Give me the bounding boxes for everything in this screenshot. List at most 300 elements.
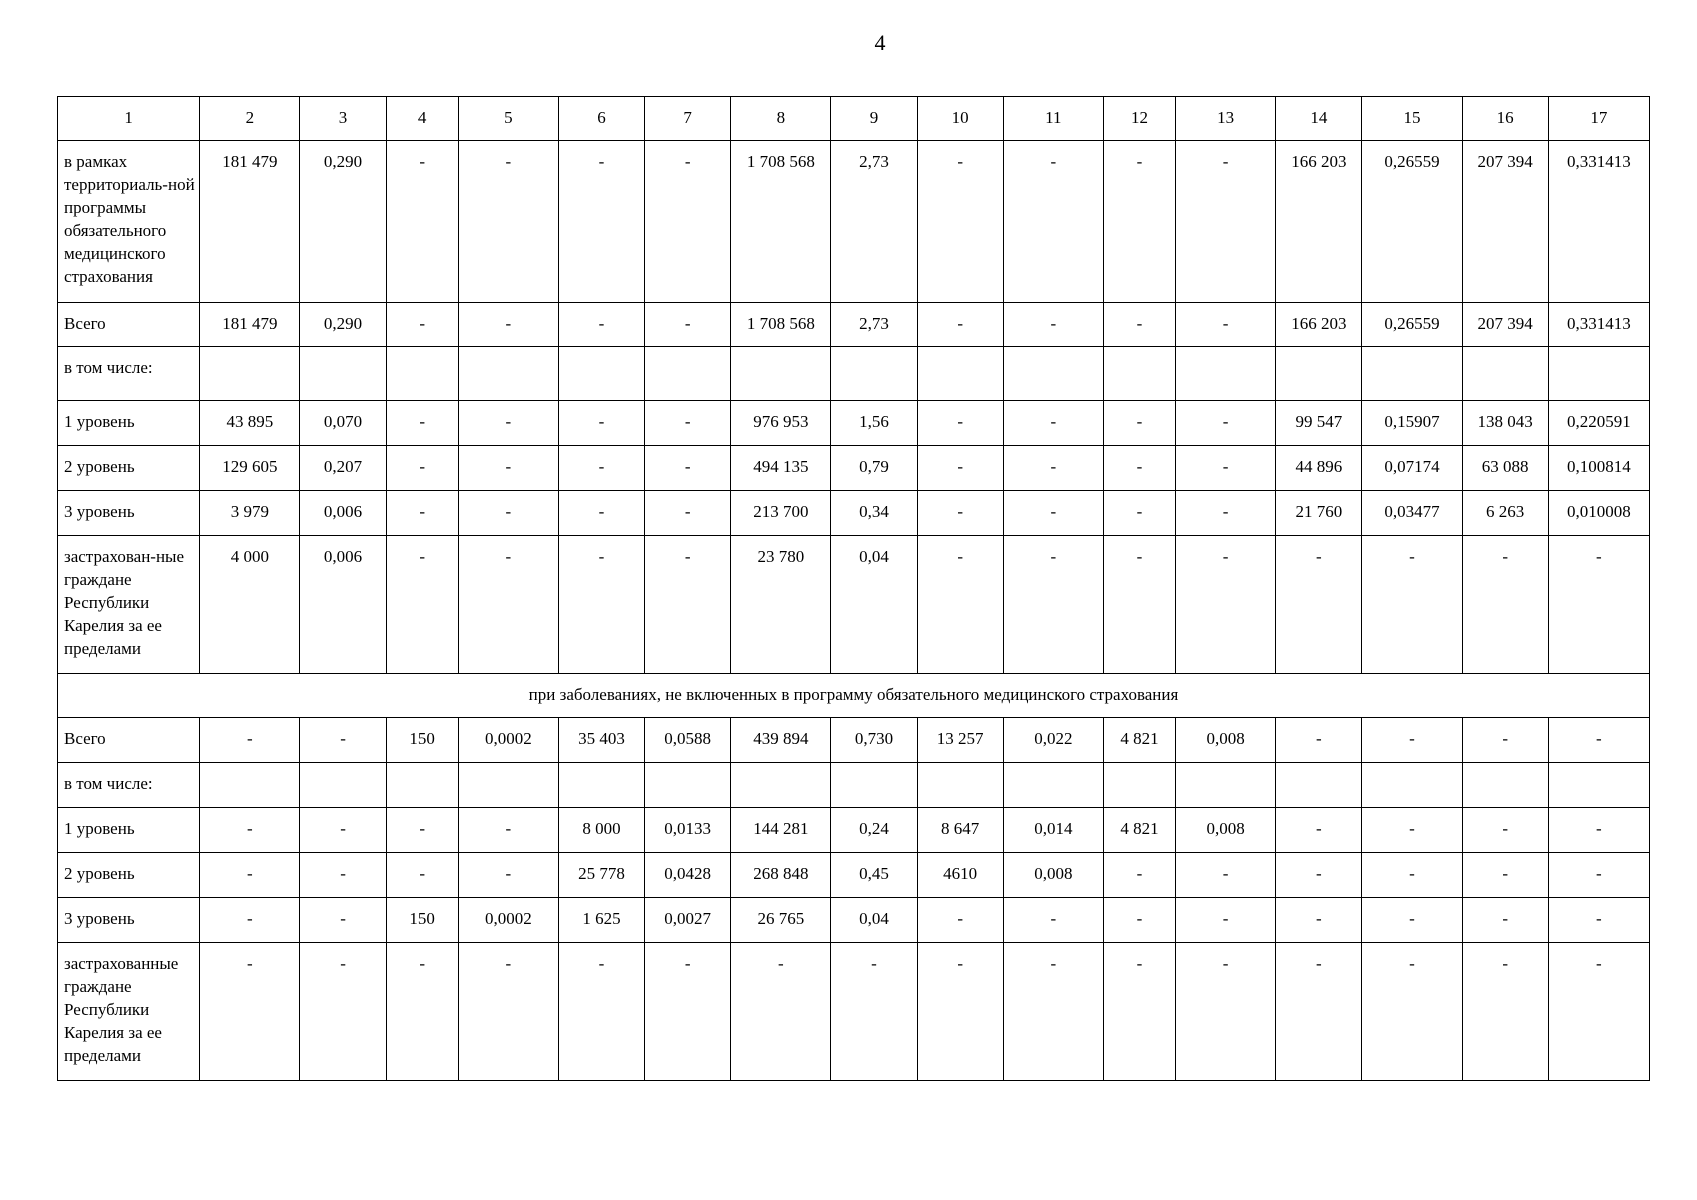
- table-cell-text: [559, 763, 644, 772]
- table-cell: [300, 491, 386, 536]
- table-cell-text: -: [1502, 864, 1508, 883]
- table-cell: [558, 141, 644, 303]
- table-cell: [458, 401, 558, 446]
- table-cell-text: 63 088: [1481, 457, 1529, 476]
- table-cell-text: -: [505, 864, 512, 883]
- table-cell-text: [459, 347, 558, 356]
- table-cell-text: 0,0002: [484, 729, 532, 748]
- table-cell-text: [300, 763, 385, 772]
- table-cell: [731, 808, 831, 853]
- table-cell-text: 0,006: [323, 502, 363, 521]
- table-cell-text: -: [247, 864, 253, 883]
- column-header-12: [1103, 97, 1175, 141]
- table-cell: [1548, 853, 1649, 898]
- table-cell-text: -: [957, 502, 963, 521]
- table-cell-text: 26 765: [757, 909, 805, 928]
- table-row: [58, 347, 1650, 401]
- table-cell-text: 0,26559: [1384, 152, 1440, 171]
- table-cell: [1176, 536, 1276, 674]
- table-cell-text: -: [871, 954, 877, 973]
- table-cell-text: -: [957, 457, 963, 476]
- column-header-3-text: 3: [338, 108, 348, 127]
- table-cell-text: -: [1136, 412, 1143, 431]
- table-cell-text: [459, 763, 558, 772]
- table-cell-text: 439 894: [753, 729, 809, 748]
- table-cell-text: [1004, 347, 1103, 356]
- table-cell-text: -: [1222, 864, 1229, 883]
- table-cell: [1462, 808, 1548, 853]
- table-cell-text: [1176, 763, 1275, 772]
- table-cell: [731, 446, 831, 491]
- column-header-10: [917, 97, 1003, 141]
- table-row: [58, 808, 1650, 853]
- row-label: [58, 401, 200, 446]
- table-cell: [1003, 401, 1103, 446]
- column-header-16: [1462, 97, 1548, 141]
- table-cell: [1103, 491, 1175, 536]
- table-cell: [458, 303, 558, 347]
- table-cell: [1176, 401, 1276, 446]
- table-cell: [731, 853, 831, 898]
- table-cell-text: -: [1502, 547, 1508, 566]
- table-cell: [831, 141, 917, 303]
- table-cell: [200, 536, 300, 674]
- table-cell: [558, 536, 644, 674]
- table-cell: [645, 943, 731, 1081]
- table-cell-text: -: [419, 314, 425, 333]
- table-cell: [645, 536, 731, 674]
- table-cell: [1276, 943, 1362, 1081]
- table-cell: [458, 141, 558, 303]
- table-cell-text: -: [340, 909, 346, 928]
- column-header-4: [386, 97, 458, 141]
- table-cell: [1276, 536, 1362, 674]
- table-cell-text: -: [1222, 152, 1229, 171]
- table-cell-text: -: [598, 457, 605, 476]
- table-cell-text: -: [598, 314, 605, 333]
- table-cell: [1462, 943, 1548, 1081]
- table-cell-text: -: [1136, 502, 1143, 521]
- table-cell-text: 0,014: [1034, 819, 1073, 838]
- table-cell-text: -: [1050, 954, 1057, 973]
- table-cell: [1276, 898, 1362, 943]
- table-cell: [1362, 853, 1462, 898]
- row-label: [58, 303, 200, 347]
- table-cell-text: -: [505, 457, 512, 476]
- table-cell-text: 129 605: [222, 457, 278, 476]
- table-cell-text: 1 625: [582, 909, 621, 928]
- table-cell-text: [559, 347, 644, 356]
- table-cell: [1362, 943, 1462, 1081]
- table-cell: [1362, 763, 1462, 808]
- row-label-text: 1 уровень: [64, 412, 135, 431]
- table-cell: [1276, 347, 1362, 401]
- table-cell: [1103, 536, 1175, 674]
- table-cell: [731, 943, 831, 1081]
- table-cell-text: -: [419, 819, 425, 838]
- table-cell-text: -: [1502, 819, 1508, 838]
- table-cell: [1362, 303, 1462, 347]
- table-cell-text: 0,100814: [1566, 457, 1631, 476]
- table-cell: [1103, 943, 1175, 1081]
- data-table-container: [57, 96, 1650, 1081]
- table-cell-text: 1 708 568: [746, 152, 815, 171]
- table-cell-text: 25 778: [578, 864, 625, 883]
- table-cell: [1103, 718, 1175, 763]
- table-cell-text: [1362, 763, 1461, 772]
- row-label: [58, 853, 200, 898]
- table-cell-text: -: [1222, 412, 1229, 431]
- table-cell: [558, 347, 644, 401]
- column-header-2-text: 2: [245, 108, 255, 127]
- table-cell: [1103, 853, 1175, 898]
- table-cell-text: [1176, 347, 1275, 356]
- section-heading-text: при заболеваниях, не включенных в программу обязательного медицинского страхования: [528, 685, 1179, 704]
- table-cell: [386, 347, 458, 401]
- table-row: [58, 536, 1650, 674]
- table-cell: [731, 898, 831, 943]
- table-cell: [831, 347, 917, 401]
- table-cell: [1176, 141, 1276, 303]
- table-cell-text: -: [1136, 909, 1143, 928]
- table-cell: [1462, 536, 1548, 674]
- table-cell-text: -: [247, 954, 253, 973]
- table-cell: [386, 718, 458, 763]
- table-cell: [1003, 898, 1103, 943]
- table-cell: [1276, 401, 1362, 446]
- table-row: [58, 853, 1650, 898]
- table-cell: [200, 491, 300, 536]
- column-header-6: [558, 97, 644, 141]
- table-cell: [1003, 536, 1103, 674]
- table-cell-text: -: [1315, 729, 1322, 748]
- table-cell: [1548, 898, 1649, 943]
- table-cell: [386, 763, 458, 808]
- table-cell-text: -: [1502, 909, 1508, 928]
- table-cell: [831, 898, 917, 943]
- table-cell-text: 0,34: [859, 502, 889, 521]
- table-cell: [1548, 446, 1649, 491]
- table-cell: [1276, 718, 1362, 763]
- table-cell-text: -: [419, 152, 425, 171]
- table-cell-text: 4 000: [230, 547, 269, 566]
- table-cell-text: -: [1315, 909, 1322, 928]
- table-cell-text: [918, 347, 1003, 356]
- statistics-table: [57, 96, 1650, 1081]
- table-cell: [645, 763, 731, 808]
- column-header-14-text: 14: [1310, 108, 1328, 127]
- table-cell: [917, 303, 1003, 347]
- table-cell: [1276, 763, 1362, 808]
- table-cell-text: [831, 763, 916, 772]
- table-cell: [831, 536, 917, 674]
- table-cell: [558, 446, 644, 491]
- table-cell: [1462, 446, 1548, 491]
- table-cell-text: -: [598, 412, 605, 431]
- table-cell-text: -: [505, 954, 512, 973]
- table-cell: [1103, 347, 1175, 401]
- table-cell: [1176, 898, 1276, 943]
- table-cell: [1362, 491, 1462, 536]
- column-header-15: [1362, 97, 1462, 141]
- table-cell-text: 0,022: [1034, 729, 1073, 748]
- table-cell: [558, 401, 644, 446]
- table-cell: [558, 718, 644, 763]
- table-cell-text: -: [1050, 152, 1057, 171]
- table-cell: [831, 446, 917, 491]
- table-cell: [1176, 347, 1276, 401]
- table-cell: [1548, 303, 1649, 347]
- table-cell: [1003, 491, 1103, 536]
- table-cell-text: 207 394: [1477, 152, 1533, 171]
- table-cell-text: 0,03477: [1384, 502, 1440, 521]
- column-header-10-text: 10: [951, 108, 969, 127]
- column-header-5: [458, 97, 558, 141]
- table-cell-text: -: [1136, 547, 1143, 566]
- table-cell: [1103, 141, 1175, 303]
- table-cell: [1462, 347, 1548, 401]
- table-cell-text: -: [1136, 314, 1143, 333]
- table-cell-text: 0,730: [854, 729, 894, 748]
- column-header-3: [300, 97, 386, 141]
- table-cell-text: 0,207: [323, 457, 363, 476]
- table-cell: [1003, 446, 1103, 491]
- column-header-15-text: 15: [1403, 108, 1421, 127]
- table-cell-text: 2,73: [859, 152, 889, 171]
- table-cell-text: 0,45: [859, 864, 889, 883]
- table-cell: [1003, 943, 1103, 1081]
- table-cell: [731, 718, 831, 763]
- table-cell: [1362, 446, 1462, 491]
- table-cell-text: 0,008: [1034, 864, 1073, 883]
- column-header-14: [1276, 97, 1362, 141]
- row-label: [58, 763, 200, 808]
- table-cell: [1103, 446, 1175, 491]
- table-cell: [645, 303, 731, 347]
- table-cell-text: -: [340, 729, 346, 748]
- table-row: [58, 943, 1650, 1081]
- table-cell-text: -: [1050, 412, 1057, 431]
- table-cell-text: 207 394: [1477, 314, 1533, 333]
- column-header-17: [1548, 97, 1649, 141]
- row-label: [58, 446, 200, 491]
- table-cell: [917, 491, 1003, 536]
- page-number: 4: [874, 30, 886, 55]
- table-row: [58, 401, 1650, 446]
- table-cell: [1003, 808, 1103, 853]
- table-cell-text: [387, 347, 458, 356]
- table-cell: [558, 491, 644, 536]
- table-cell: [917, 347, 1003, 401]
- table-cell-text: [300, 347, 385, 356]
- table-cell: [917, 898, 1003, 943]
- table-cell-text: 4 821: [1120, 729, 1159, 748]
- table-cell: [831, 853, 917, 898]
- table-cell-text: -: [1222, 909, 1229, 928]
- table-cell: [300, 763, 386, 808]
- row-label-text: 2 уровень: [64, 457, 135, 476]
- table-row: [58, 141, 1650, 303]
- table-cell-text: -: [1315, 864, 1322, 883]
- table-cell: [917, 853, 1003, 898]
- table-cell-text: -: [957, 314, 963, 333]
- table-cell-text: 2,73: [859, 314, 889, 333]
- table-cell: [731, 141, 831, 303]
- table-cell-text: -: [1222, 954, 1229, 973]
- table-cell-text: 0,290: [323, 314, 363, 333]
- table-cell: [831, 808, 917, 853]
- table-cell-text: 0,331413: [1566, 152, 1631, 171]
- row-label: [58, 141, 200, 303]
- table-cell-text: -: [1222, 314, 1229, 333]
- table-cell-text: 1,56: [859, 412, 889, 431]
- table-cell: [1276, 446, 1362, 491]
- table-cell: [645, 446, 731, 491]
- table-cell: [1362, 347, 1462, 401]
- table-cell: [1003, 853, 1103, 898]
- table-cell-text: 8 000: [582, 819, 621, 838]
- table-cell: [1003, 303, 1103, 347]
- column-header-12-text: 12: [1130, 108, 1148, 127]
- table-cell: [300, 536, 386, 674]
- table-cell: [1462, 141, 1548, 303]
- section-heading: [58, 674, 1650, 718]
- table-cell: [300, 808, 386, 853]
- table-cell: [731, 347, 831, 401]
- table-cell-text: -: [505, 314, 512, 333]
- table-cell: [1462, 763, 1548, 808]
- table-cell-text: [1362, 347, 1461, 356]
- table-cell-text: -: [419, 954, 425, 973]
- row-label: [58, 491, 200, 536]
- table-cell: [200, 943, 300, 1081]
- table-cell-text: 1 708 568: [746, 314, 815, 333]
- table-cell: [1003, 347, 1103, 401]
- row-label-text: в том числе:: [64, 774, 153, 793]
- table-cell: [1362, 808, 1462, 853]
- table-cell: [200, 808, 300, 853]
- column-header-11-text: 11: [1045, 108, 1062, 127]
- table-cell-text: -: [684, 954, 691, 973]
- table-cell-text: 4 821: [1120, 819, 1159, 838]
- table-cell-text: 166 203: [1291, 152, 1347, 171]
- table-cell-text: [1549, 763, 1649, 772]
- table-cell: [1548, 763, 1649, 808]
- table-cell: [386, 446, 458, 491]
- column-header-7-text: 7: [683, 108, 692, 127]
- table-cell: [200, 853, 300, 898]
- table-cell: [645, 491, 731, 536]
- table-cell-text: 181 479: [222, 314, 278, 333]
- table-cell: [917, 763, 1003, 808]
- row-label-text: 1 уровень: [64, 819, 135, 838]
- table-cell-text: -: [957, 909, 963, 928]
- table-cell-text: 0,24: [859, 819, 889, 838]
- table-cell: [645, 898, 731, 943]
- row-label-text: застрахован-ные граждане Республики Карелия за ее пределами: [64, 547, 185, 658]
- section-heading-row: [58, 674, 1650, 718]
- column-header-16-text: 16: [1496, 108, 1514, 127]
- table-cell: [1276, 491, 1362, 536]
- table-cell-text: 0,070: [323, 412, 363, 431]
- table-cell-text: [1463, 347, 1548, 356]
- table-row: [58, 303, 1650, 347]
- table-cell: [645, 401, 731, 446]
- table-cell: [558, 763, 644, 808]
- column-number-row: [58, 97, 1650, 141]
- table-cell-text: -: [419, 457, 425, 476]
- table-row: [58, 898, 1650, 943]
- table-cell-text: -: [247, 729, 253, 748]
- row-label-text: 3 уровень: [64, 909, 135, 928]
- row-label-text: Всего: [64, 314, 106, 333]
- table-cell: [458, 491, 558, 536]
- table-cell: [1176, 303, 1276, 347]
- table-cell: [458, 763, 558, 808]
- table-cell: [1276, 853, 1362, 898]
- table-cell-text: 4610: [943, 864, 978, 883]
- table-cell-text: -: [1136, 864, 1143, 883]
- table-cell-text: -: [1596, 954, 1602, 973]
- table-cell-text: -: [340, 954, 346, 973]
- table-cell-text: 150: [409, 729, 435, 748]
- column-header-2: [200, 97, 300, 141]
- table-cell-text: [200, 347, 299, 356]
- table-cell: [1362, 141, 1462, 303]
- table-cell-text: [387, 763, 458, 772]
- table-cell-text: 6 263: [1486, 502, 1525, 521]
- table-cell: [300, 446, 386, 491]
- table-cell: [731, 303, 831, 347]
- table-cell-text: -: [505, 152, 512, 171]
- table-cell: [386, 491, 458, 536]
- table-cell: [300, 943, 386, 1081]
- table-cell: [1176, 718, 1276, 763]
- table-cell: [645, 141, 731, 303]
- table-cell-text: 8 647: [941, 819, 980, 838]
- table-cell-text: -: [419, 502, 425, 521]
- table-cell-text: [731, 763, 830, 772]
- row-label-text: 2 уровень: [64, 864, 135, 883]
- table-cell: [458, 808, 558, 853]
- table-cell: [1462, 898, 1548, 943]
- table-cell-text: -: [505, 819, 512, 838]
- table-cell: [458, 943, 558, 1081]
- table-cell-text: 150: [409, 909, 435, 928]
- table-cell-text: -: [1409, 547, 1415, 566]
- table-cell: [917, 536, 1003, 674]
- row-label: [58, 808, 200, 853]
- table-cell-text: -: [1502, 729, 1508, 748]
- table-cell-text: 976 953: [753, 412, 809, 431]
- table-cell: [1548, 718, 1649, 763]
- table-cell-text: -: [1596, 819, 1602, 838]
- table-cell-text: 494 135: [753, 457, 809, 476]
- table-cell: [300, 401, 386, 446]
- row-label-text: в рамках территориаль-ной программы обязательного медицинского страхования: [64, 152, 195, 286]
- table-cell: [1176, 763, 1276, 808]
- table-row: [58, 718, 1650, 763]
- table-cell-text: -: [777, 954, 784, 973]
- table-cell: [1462, 401, 1548, 446]
- table-cell: [200, 347, 300, 401]
- table-cell-text: -: [1596, 729, 1602, 748]
- table-cell-text: 43 895: [226, 412, 274, 431]
- table-cell: [300, 303, 386, 347]
- table-cell-text: -: [419, 864, 425, 883]
- table-cell: [917, 401, 1003, 446]
- table-cell: [200, 718, 300, 763]
